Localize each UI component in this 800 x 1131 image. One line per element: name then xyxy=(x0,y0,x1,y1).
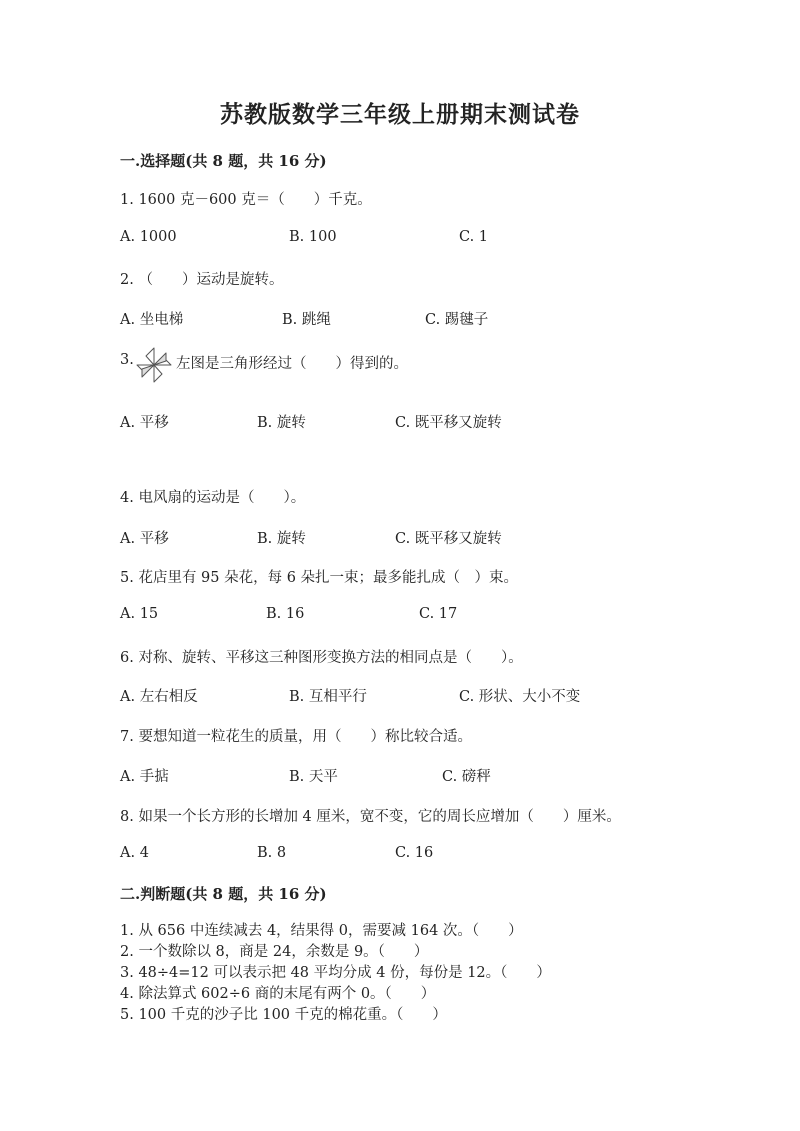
q3-option-a: A. 平移 xyxy=(120,415,169,431)
q3-option-b: B. 旋转 xyxy=(257,415,306,431)
question-7: 7. 要想知道一粒花生的质量，用（ ）称比较合适。 xyxy=(120,729,472,745)
judgment-item-5: 5. 100 千克的沙子比 100 千克的棉花重。（ ） xyxy=(120,1007,447,1023)
section-heading-judgment: 二.判断题(共 8 题，共 16 分) xyxy=(120,885,327,903)
q6-option-c: C. 形状、大小不变 xyxy=(459,689,581,705)
q6-option-a: A. 左右相反 xyxy=(120,689,198,705)
q2-option-b: B. 跳绳 xyxy=(282,312,331,328)
q7-option-a: A. 手掂 xyxy=(120,769,169,785)
q5-option-b: B. 16 xyxy=(266,606,305,622)
question-2: 2. （ ）运动是旋转。 xyxy=(120,272,284,288)
q1-option-a: A. 1000 xyxy=(120,229,177,245)
q1-option-c: C. 1 xyxy=(459,229,489,245)
question-3: 左图是三角形经过（ ）得到的。 xyxy=(176,356,408,372)
q8-option-c: C. 16 xyxy=(395,845,434,861)
pinwheel-figure xyxy=(136,347,172,383)
q8-option-b: B. 8 xyxy=(257,845,287,861)
judgment-item-1: 1. 从 656 中连续减去 4，结果得 0，需要减 164 次。（ ） xyxy=(120,923,523,939)
q4-option-c: C. 既平移又旋转 xyxy=(395,531,502,547)
question-1: 1. 1600 克－600 克＝（ ）千克。 xyxy=(120,192,372,208)
q5-option-c: C. 17 xyxy=(419,606,458,622)
q7-option-c: C. 磅秤 xyxy=(442,769,491,785)
q2-option-c: C. 踢毽子 xyxy=(425,312,489,328)
q4-option-b: B. 旋转 xyxy=(257,531,306,547)
question-8: 8. 如果一个长方形的长增加 4 厘米，宽不变，它的周长应增加（ ）厘米。 xyxy=(120,809,621,825)
q2-option-a: A. 坐电梯 xyxy=(120,312,184,328)
q1-option-b: B. 100 xyxy=(289,229,337,245)
judgment-item-2: 2. 一个数除以 8，商是 24，余数是 9。（ ） xyxy=(120,944,429,960)
q3-option-c: C. 既平移又旋转 xyxy=(395,415,502,431)
section-heading-choice: 一.选择题(共 8 题，共 16 分) xyxy=(120,152,327,170)
q6-option-b: B. 互相平行 xyxy=(289,689,367,705)
q7-option-b: B. 天平 xyxy=(289,769,338,785)
question-3-number: 3. xyxy=(120,352,134,368)
question-4: 4. 电风扇的运动是（ ）。 xyxy=(120,490,306,506)
question-5: 5. 花店里有 95 朵花，每 6 朵扎一束；最多能扎成（ ）束。 xyxy=(120,570,519,586)
judgment-item-3: 3. 48÷4=12 可以表示把 48 平均分成 4 份，每份是 12。（ ） xyxy=(120,965,551,981)
judgment-item-4: 4. 除法算式 602÷6 商的末尾有两个 0。（ ） xyxy=(120,986,436,1002)
q8-option-a: A. 4 xyxy=(120,845,149,861)
q4-option-a: A. 平移 xyxy=(120,531,169,547)
q5-option-a: A. 15 xyxy=(120,606,159,622)
page-title: 苏教版数学三年级上册期末测试卷 xyxy=(220,101,580,128)
question-6: 6. 对称、旋转、平移这三种图形变换方法的相同点是（ ）。 xyxy=(120,650,523,666)
